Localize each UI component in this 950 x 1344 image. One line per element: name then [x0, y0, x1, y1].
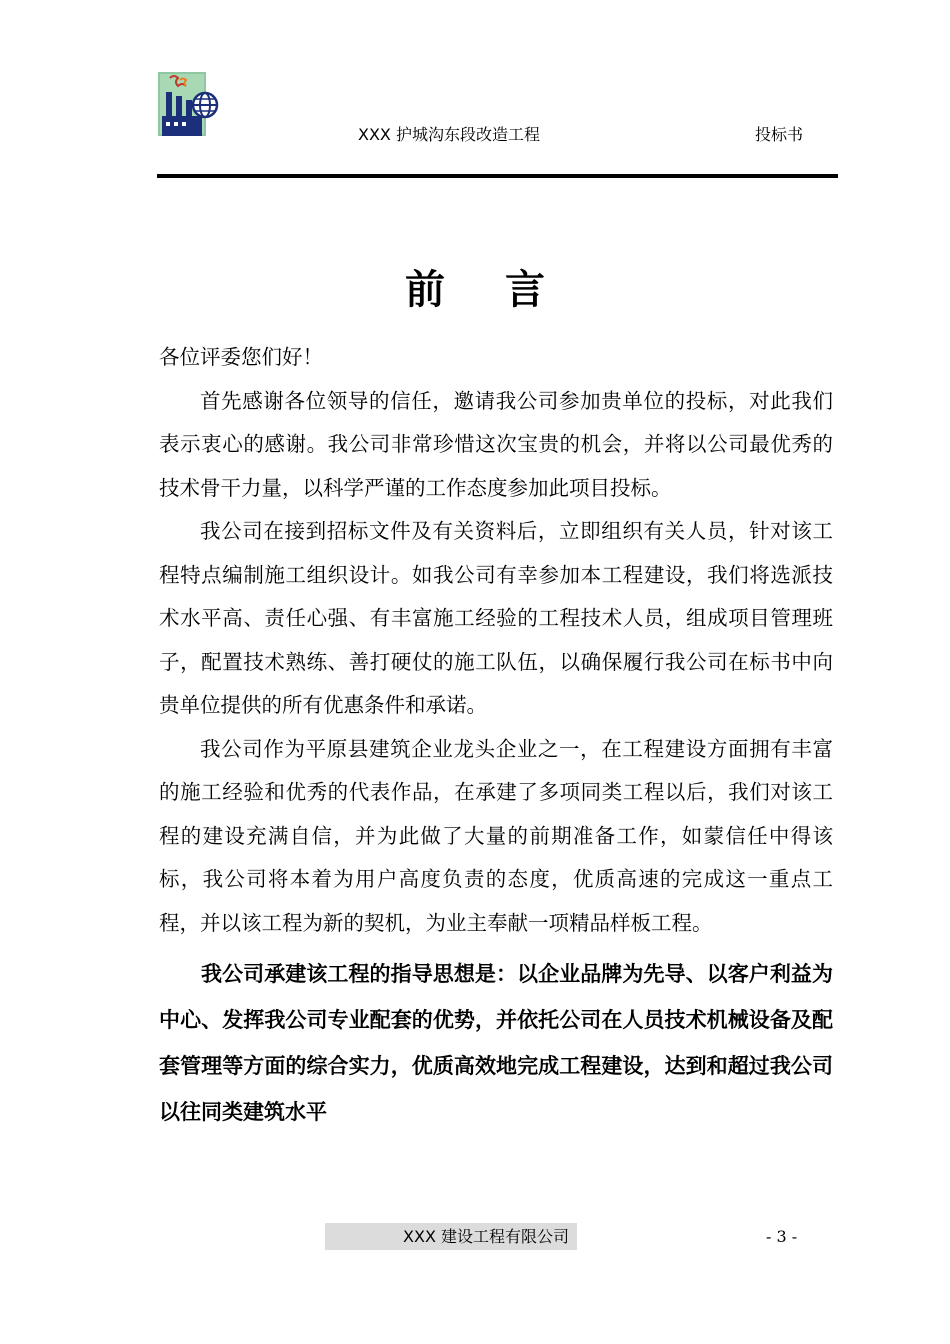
- page-number: - 3 -: [766, 1227, 798, 1246]
- document-body: [159, 336, 833, 1135]
- header-document-type: 投标书: [755, 125, 804, 144]
- paragraph: 我公司在接到招标文件及有关资料后，立即组织有关人员，针对该工程特点编制施工组织设计。如我公司有幸参加本工程建设，我们将选派技术水平高、责任心强、有丰富施工经验的工程技术人员，组成项目管理班子，配置技术熟练、善打硬仗的施工队伍，以确保履行我公司在标书中向贵单位提供的所有优惠条件和承诺。: [159, 519, 833, 717]
- guiding-principle-paragraph: 我公司承建该工程的指导思想是：以企业品牌为先导、以客户利益为中心、发挥我公司专业配套的优势，并依托公司在人员技术机械设备及配套管理等方面的综合实力，优质高效地完成工程建设，达到和超过我公司以往同类建筑水平: [159, 961, 833, 1124]
- greeting: 各位评委您们好！: [159, 345, 323, 369]
- header-divider: [157, 174, 838, 178]
- paragraph: 我公司作为平原县建筑企业龙头企业之一，在工程建设方面拥有丰富的施工经验和优秀的代表作品，在承建了多项同类工程以后，我们对该工程的建设充满自信，并为此做了大量的前期准备工作，如蒙信任中得该标，我公司将本着为用户高度负责的态度，优质高速的完成这一重点工程，并以该工程为新的契机，为业主奉献一项精品样板工程。: [159, 736, 833, 935]
- paragraph: 首先感谢各位领导的信任，邀请我公司参加贵单位的投标，对此我们表示衷心的感谢。我公司非常珍惜这次宝贵的机会，并将以公司最优秀的技术骨干力量，以科学严谨的工作态度参加此项目投标。: [159, 388, 833, 500]
- header-project-title: XXX 护城沟东段改造工程: [358, 125, 540, 144]
- footer-company-name: XXX 建设工程有限公司: [325, 1223, 577, 1250]
- page-heading: 前言: [405, 266, 605, 313]
- company-logo-icon: [158, 72, 220, 138]
